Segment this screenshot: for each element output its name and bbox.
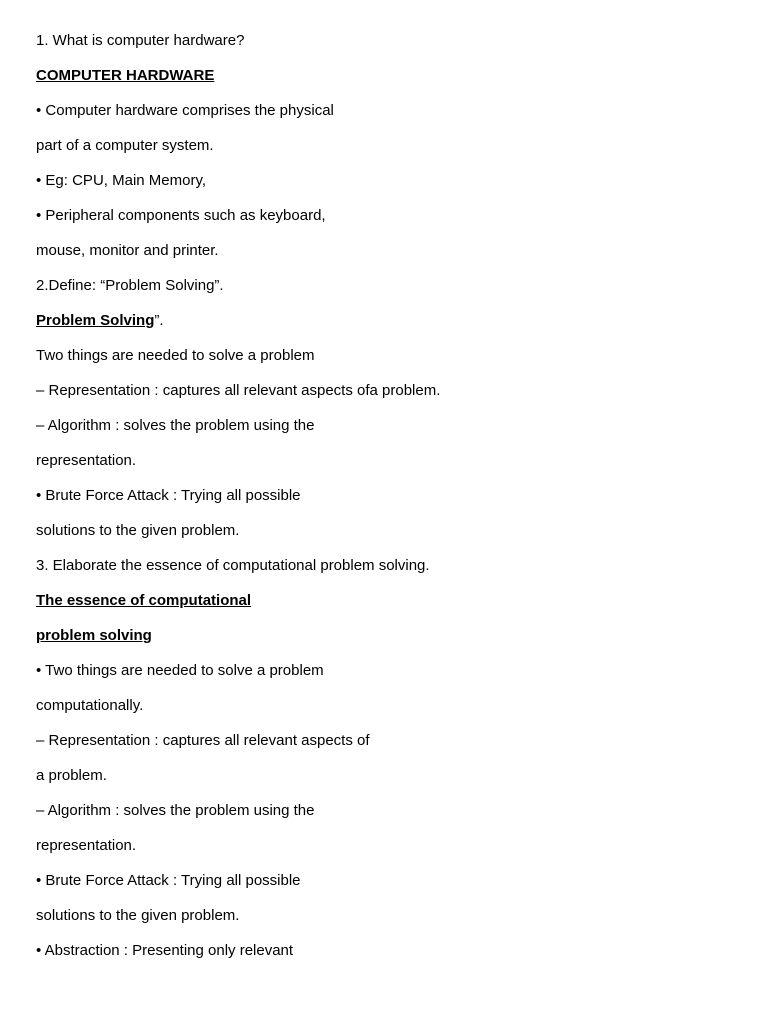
dash-representation-2: – Representation : captures all relevant aspects of (36, 732, 370, 749)
bullet-brute-force-2-cont: solutions to the given problem. (36, 907, 240, 924)
bullet-two-things: • Two things are needed to solve a problem (36, 662, 324, 679)
bullet-two-things-cont: computationally. (36, 697, 144, 714)
paragraph-two-things: Two things are needed to solve a problem (36, 347, 315, 364)
dash-algorithm-cont: representation. (36, 452, 137, 469)
dash-representation-2-cont: a problem. (36, 767, 107, 784)
section-heading-problem-solving: Problem Solving”. (36, 312, 164, 329)
bullet-hardware-definition: • Computer hardware comprises the physical (36, 102, 334, 119)
dash-algorithm: – Algorithm : solves the problem using the (36, 417, 315, 434)
bullet-example: • Eg: CPU, Main Memory, (36, 172, 207, 189)
bullet-peripherals: • Peripheral components such as keyboard, (36, 207, 326, 224)
question-3: 3. Elaborate the essence of computational problem solving. (36, 557, 430, 574)
bullet-brute-force: • Brute Force Attack : Trying all possible (36, 487, 301, 504)
dash-algorithm-2: – Algorithm : solves the problem using the (36, 802, 315, 819)
bullet-peripherals-cont: mouse, monitor and printer. (36, 242, 219, 259)
question-2: 2.Define: “Problem Solving”. (36, 277, 224, 294)
bullet-hardware-definition-cont: part of a computer system. (36, 137, 214, 154)
dash-algorithm-2-cont: representation. (36, 837, 137, 854)
bullet-abstraction: • Abstraction : Presenting only relevant (36, 942, 294, 959)
section-heading-essence: The essence of computational (36, 592, 252, 609)
bullet-brute-force-cont: solutions to the given problem. (36, 522, 240, 539)
question-1: 1. What is computer hardware? (36, 32, 245, 49)
dash-representation: – Representation : captures all relevant aspects ofa problem. (36, 382, 441, 399)
document-page (36, 30, 736, 975)
bullet-brute-force-2: • Brute Force Attack : Trying all possible (36, 872, 301, 889)
section-heading-computer-hardware: COMPUTER HARDWARE (36, 67, 215, 84)
section-heading-essence-cont: problem solving (36, 627, 152, 644)
